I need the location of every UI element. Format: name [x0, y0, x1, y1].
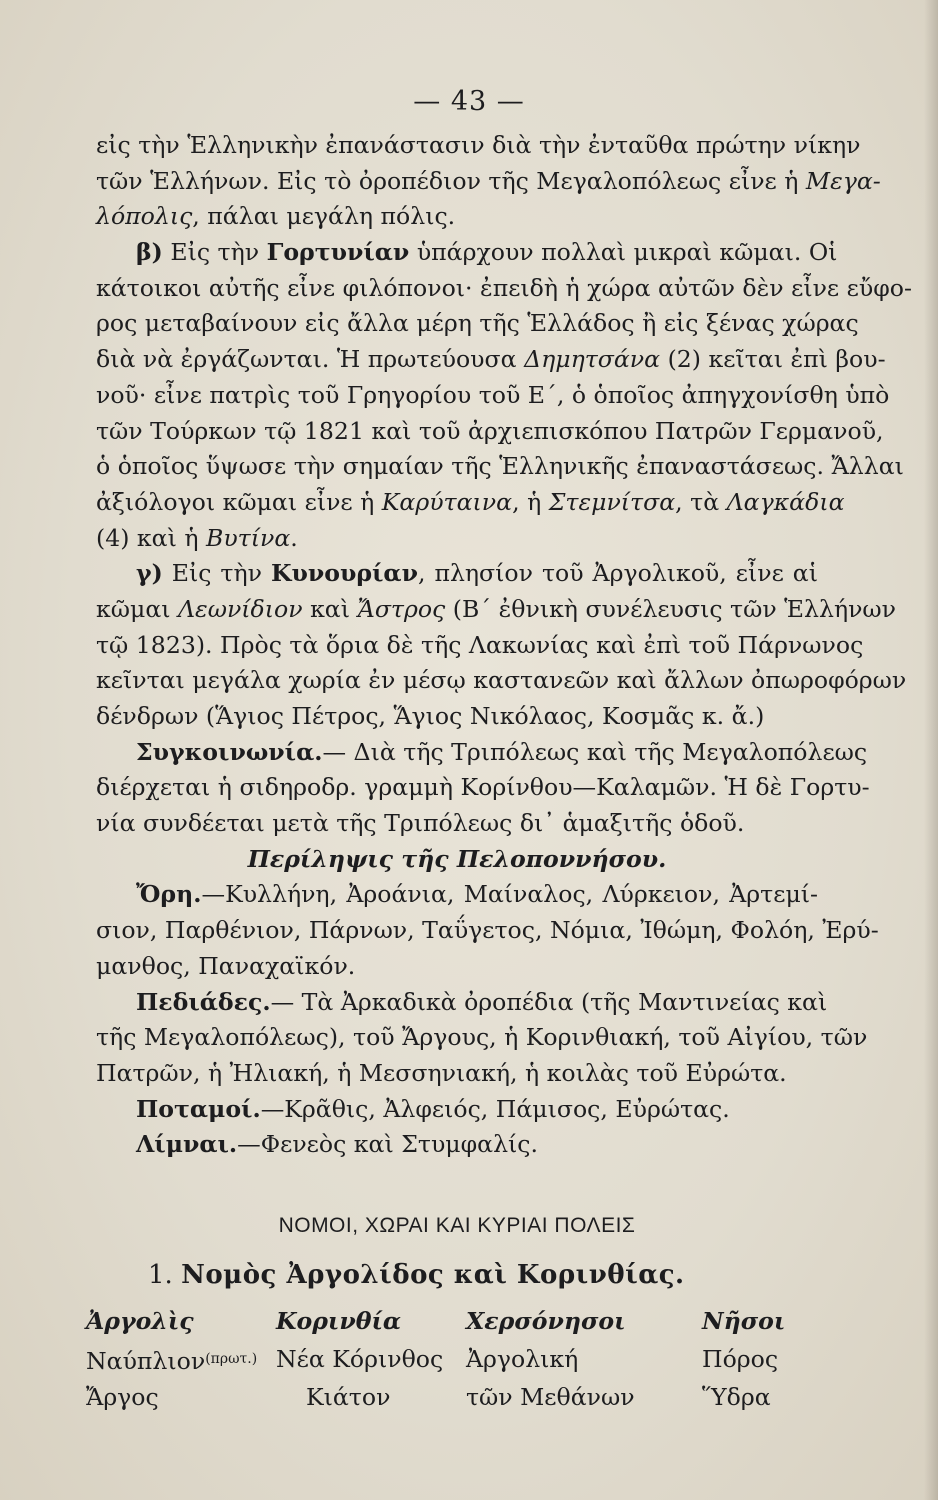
text-line: ὁ ὁποῖος ὕψωσε τὴν σημαίαν τῆς Ἑλληνικῆς ἐπαναστάσεως. Ἄλλαι	[96, 452, 904, 481]
text-span: Εἰς τὴν	[171, 559, 262, 588]
region-name: Γορτυνίαν	[266, 238, 410, 267]
table-cell: τῶν Μεθάνων	[466, 1383, 635, 1411]
column-header: Νῆσοι	[702, 1307, 786, 1335]
text-span: —Κρᾶθις, Ἀλφειός, Πάμισος, Εὐρώτας.	[260, 1094, 730, 1123]
text-span: , πλησίον τοῦ Ἀργολικοῦ, εἶνε αἱ	[417, 559, 818, 588]
table-cell	[86, 1340, 257, 1378]
text-line: κεῖνται μεγάλα χωρία ἐν μέσῳ καστανεῶν καὶ ἄλλων ὀπωροφόρων	[96, 666, 907, 695]
town-name: Βυτίνα	[206, 523, 291, 552]
text-line	[96, 199, 818, 235]
capital-note: (πρωτ.)	[205, 1351, 258, 1367]
table-cell: Νέα Κόρινθος	[276, 1345, 444, 1373]
town-name: Στεμνίτσα	[548, 487, 676, 516]
text-span: , πάλαι μεγάλη πόλις.	[192, 202, 456, 231]
text-span: διὰ νὰ ἐργάζωνται. Ἡ πρωτεύουσα	[96, 345, 517, 374]
topic-head: Ὄρη.	[136, 880, 202, 909]
text-span: , ἡ	[512, 487, 542, 516]
table-cell: Πόρος	[702, 1345, 779, 1373]
nomos-title: Νομὸς Ἀργολίδος καὶ Κορινθίας.	[181, 1260, 685, 1290]
text-line	[96, 485, 845, 521]
text-line: Πατρῶν, ἡ Ἠλιακή, ἡ Μεσσηνιακή, ἡ κοιλὰς τοῦ Εὐρώτα.	[96, 1058, 787, 1087]
text-line: νία συνδέεται μετὰ τῆς Τριπόλεως δι᾿ ἁμαξιτῆς ὁδοῦ.	[96, 809, 745, 838]
text-span: , τὰ	[675, 487, 720, 516]
text-line: τῆς Μεγαλοπόλεως), τοῦ Ἄργους, ἡ Κορινθιακή, τοῦ Αἰγίου, τῶν	[96, 1023, 868, 1052]
text-line: τῷ 1823). Πρὸς τὰ ὅρια δὲ τῆς Λακωνίας καὶ ἐπὶ τοῦ Πάρνωνος	[96, 630, 864, 659]
text-line	[96, 164, 881, 200]
text-span: κῶμαι	[96, 594, 171, 623]
summary-title: Περίληψις τῆς Πελοποννήσου.	[247, 844, 667, 873]
text-line: νοῦ· εἶνε πατρὶς τοῦ Γρηγορίου τοῦ Ε΄, ὁ ὁποῖος ἀπηγχονίσθη ὑπὸ	[96, 380, 890, 409]
text-line: τῶν Τούρκων τῷ 1821 καὶ τοῦ ἀρχιεπισκόπου Πατρῶν Γερμανοῦ,	[96, 416, 884, 445]
text-line	[96, 521, 818, 557]
text-line	[96, 592, 897, 628]
page-edge-shadow	[924, 0, 938, 1500]
place-name: Ναύπλιον	[86, 1347, 206, 1375]
text-line	[96, 342, 886, 378]
text-span: ὑπάρχουν πολλαὶ μικραὶ κῶμαι. Οἱ	[416, 238, 838, 267]
text-span: — Τὰ Ἀρκαδικὰ ὀροπέδια (τῆς Μαντινείας καὶ	[270, 987, 828, 1016]
text-span: (2) κεῖται ἐπὶ βου-	[667, 345, 886, 374]
text-span: —Φενεὸς καὶ Στυμφαλίς.	[237, 1130, 539, 1159]
capital-name: Δημητσάνα	[524, 345, 661, 374]
text-line: εἰς τὴν Ἑλληνικὴν ἐπανάστασιν διὰ τὴν ἐνταῦθα πρώτην νίκην	[96, 131, 861, 159]
para-marker: β)	[136, 238, 163, 267]
column-header: Ἀργολὶς	[86, 1307, 194, 1335]
text-line: διέρχεται ἡ σιδηροδρ. γραμμὴ Κορίνθου—Καλαμῶν. Ἡ δὲ Γορτυ-	[96, 773, 870, 802]
topic-head: Λίμναι.	[136, 1130, 238, 1159]
town-name: Λαγκάδια	[726, 487, 845, 516]
topic-head: Ποταμοί.	[136, 1094, 261, 1123]
lakes-line	[96, 1127, 818, 1163]
topic-head: Πεδιάδες.	[136, 987, 271, 1016]
nomos-number: 1.	[148, 1260, 173, 1290]
text-line: ρος μεταβαίνουν εἰς ἄλλα μέρη τῆς Ἑλλάδος ἢ εἰς ξένας χώρας	[96, 309, 859, 338]
column-argolis	[86, 1302, 257, 1416]
text-span: ἀξιόλογοι κῶμαι εἶνε ἡ	[96, 487, 375, 516]
text-line: σιον, Παρθένιον, Πάρνων, Ταΰγετος, Νόμια, Ἰθώμη, Φολόη, Ἐρύ-	[96, 916, 879, 945]
column-chersonisoi	[466, 1302, 635, 1416]
column-nisoi	[702, 1302, 785, 1416]
table-cell: Κιάτον	[306, 1383, 391, 1411]
text-span: Εἰς τὴν	[170, 238, 260, 267]
text-span: (Β΄ ἐθνικὴ συνέλευσις τῶν Ἑλλήνων	[452, 594, 897, 623]
text-span: .	[290, 523, 298, 552]
city-name: λόπολις	[96, 202, 193, 231]
nomos-heading	[148, 1260, 685, 1290]
city-name: Μεγα-	[805, 166, 881, 195]
text-span: τῶν Ἑλλήνων. Εἰς τὸ ὀροπέδιον τῆς Μεγαλοπόλεως εἶνε ἡ	[96, 166, 806, 195]
column-korinthia	[276, 1302, 443, 1416]
column-header: Χερσόνησοι	[466, 1307, 626, 1335]
table-cell: Ἀργολική	[466, 1345, 579, 1373]
text-span: —Κυλλήνη, Ἀροάνια, Μαίναλος, Λύρκειον, Ἀρτεμί-	[201, 880, 818, 909]
town-name: Λεωνίδιον	[178, 594, 303, 623]
text-line: κάτοικοι αὐτῆς εἶνε φιλόπονοι· ἐπειδὴ ἡ χώρα αὐτῶν δὲν εἶνε εὔφο-	[96, 273, 912, 302]
body-text	[96, 128, 912, 1163]
mountains-first-line	[96, 877, 818, 913]
para-c-first-line	[96, 556, 818, 592]
text-line: δένδρων (Ἅγιος Πέτρος, Ἅγιος Νικόλαος, Κοσμᾶς κ. ἄ.)	[96, 702, 765, 730]
table-cell: Ὕδρα	[702, 1383, 771, 1411]
region-name: Κυνουρίαν	[270, 559, 418, 588]
plains-first-line	[96, 985, 828, 1021]
text-span: (4) καὶ ἡ	[96, 523, 199, 552]
para-b-first-line	[96, 235, 838, 271]
transport-first-line	[96, 735, 868, 771]
topic-head: Συγκοινωνία.	[136, 737, 323, 766]
para-marker: γ)	[136, 559, 163, 588]
text-span: καὶ	[310, 594, 350, 623]
town-name: Καρύταινα	[381, 487, 513, 516]
text-span: — Διὰ τῆς Τριπόλεως καὶ τῆς Μεγαλοπόλεως	[322, 737, 868, 766]
table-cell: Ἄργος	[86, 1383, 159, 1411]
column-header: Κορινθία	[276, 1307, 402, 1335]
page-number: — 43 —	[413, 86, 525, 117]
section-heading: ΝΟΜΟΙ, ΧΩΡΑΙ ΚΑΙ ΚΥΡΙΑΙ ΠΟΛΕΙΣ	[278, 1214, 636, 1237]
text-line: μανθος, Παναχαϊκόν.	[96, 951, 356, 980]
town-name: Ἄστρος	[357, 594, 446, 623]
rivers-line	[96, 1092, 818, 1128]
